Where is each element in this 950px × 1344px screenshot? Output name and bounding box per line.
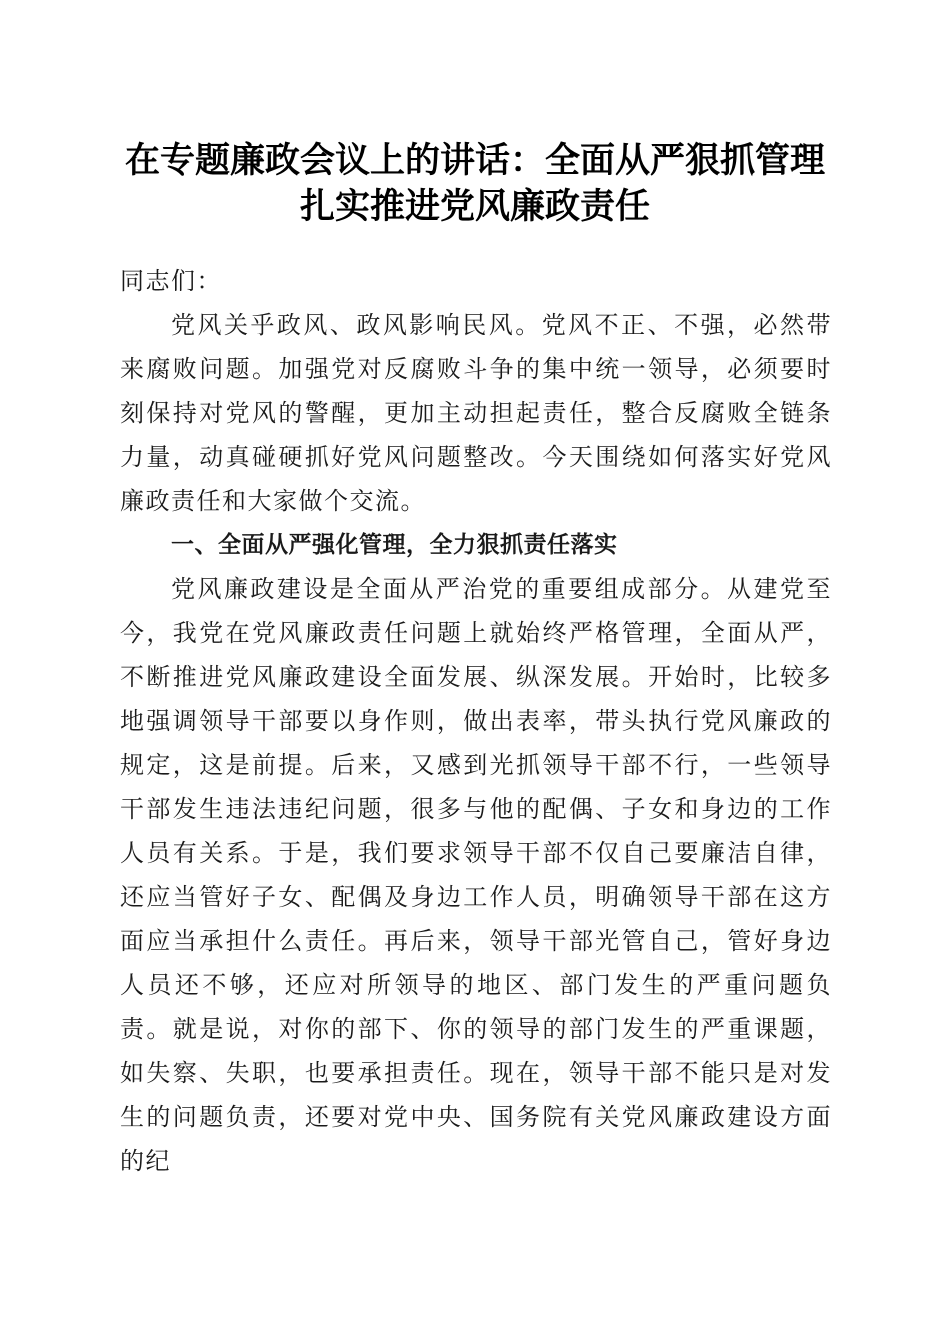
- paragraph-1: 党风关乎政风、政风影响民风。党风不正、不强，必然带来腐败问题。加强党对反腐败斗争的集中统一领导，必须要时刻保持对党风的警醒，更加主动担起责任，整合反腐败全链条力量，动真碰硬抓好党风问题整改。今天围绕如何落实好党风廉政责任和大家做个交流。: [120, 311, 832, 515]
- paragraph-2: 党风廉政建设是全面从严治党的重要组成部分。从建党至今，我党在党风廉政责任问题上就始终严格管理，全面从严，不断推进党风廉政建设全面发展、纵深发展。开始时，比较多地强调领导干部要以身作则，做出表率，带头执行党风廉政的规定，这是前提。后来，又感到光抓领导干部不行，一些领导干部发生违法违纪问题，很多与他的配偶、子女和身边的工作人员有关系。于是，我们要求领导干部不仅自己要廉洁自律，还应当管好子女、配偶及身边工作人员，明确领导干部在这方面应当承担什么责任。再后来，领导干部光管自己，管好身边人员还不够，还应对所领导的地区、部门发生的严重问题负责。就是说，对你的部下、你的领导的部门发生的严重课题，如失察、失职，也要承担责任。现在，领导干部不能只是对发生的问题负责，还要对党中央、国务院有关党风廉政建设方面的纪: [120, 575, 832, 1175]
- document-body: [120, 259, 832, 1183]
- section-heading-1: 一、全面从严强化管理，全力狠抓责任落实: [171, 532, 618, 558]
- document-title-line-2: 扎实推进党风廉政责任: [299, 186, 650, 227]
- salutation: 同志们：: [120, 267, 222, 295]
- document-title-line-1: 在专题廉政会议上的讲话：全面从严狠抓管理: [124, 140, 825, 181]
